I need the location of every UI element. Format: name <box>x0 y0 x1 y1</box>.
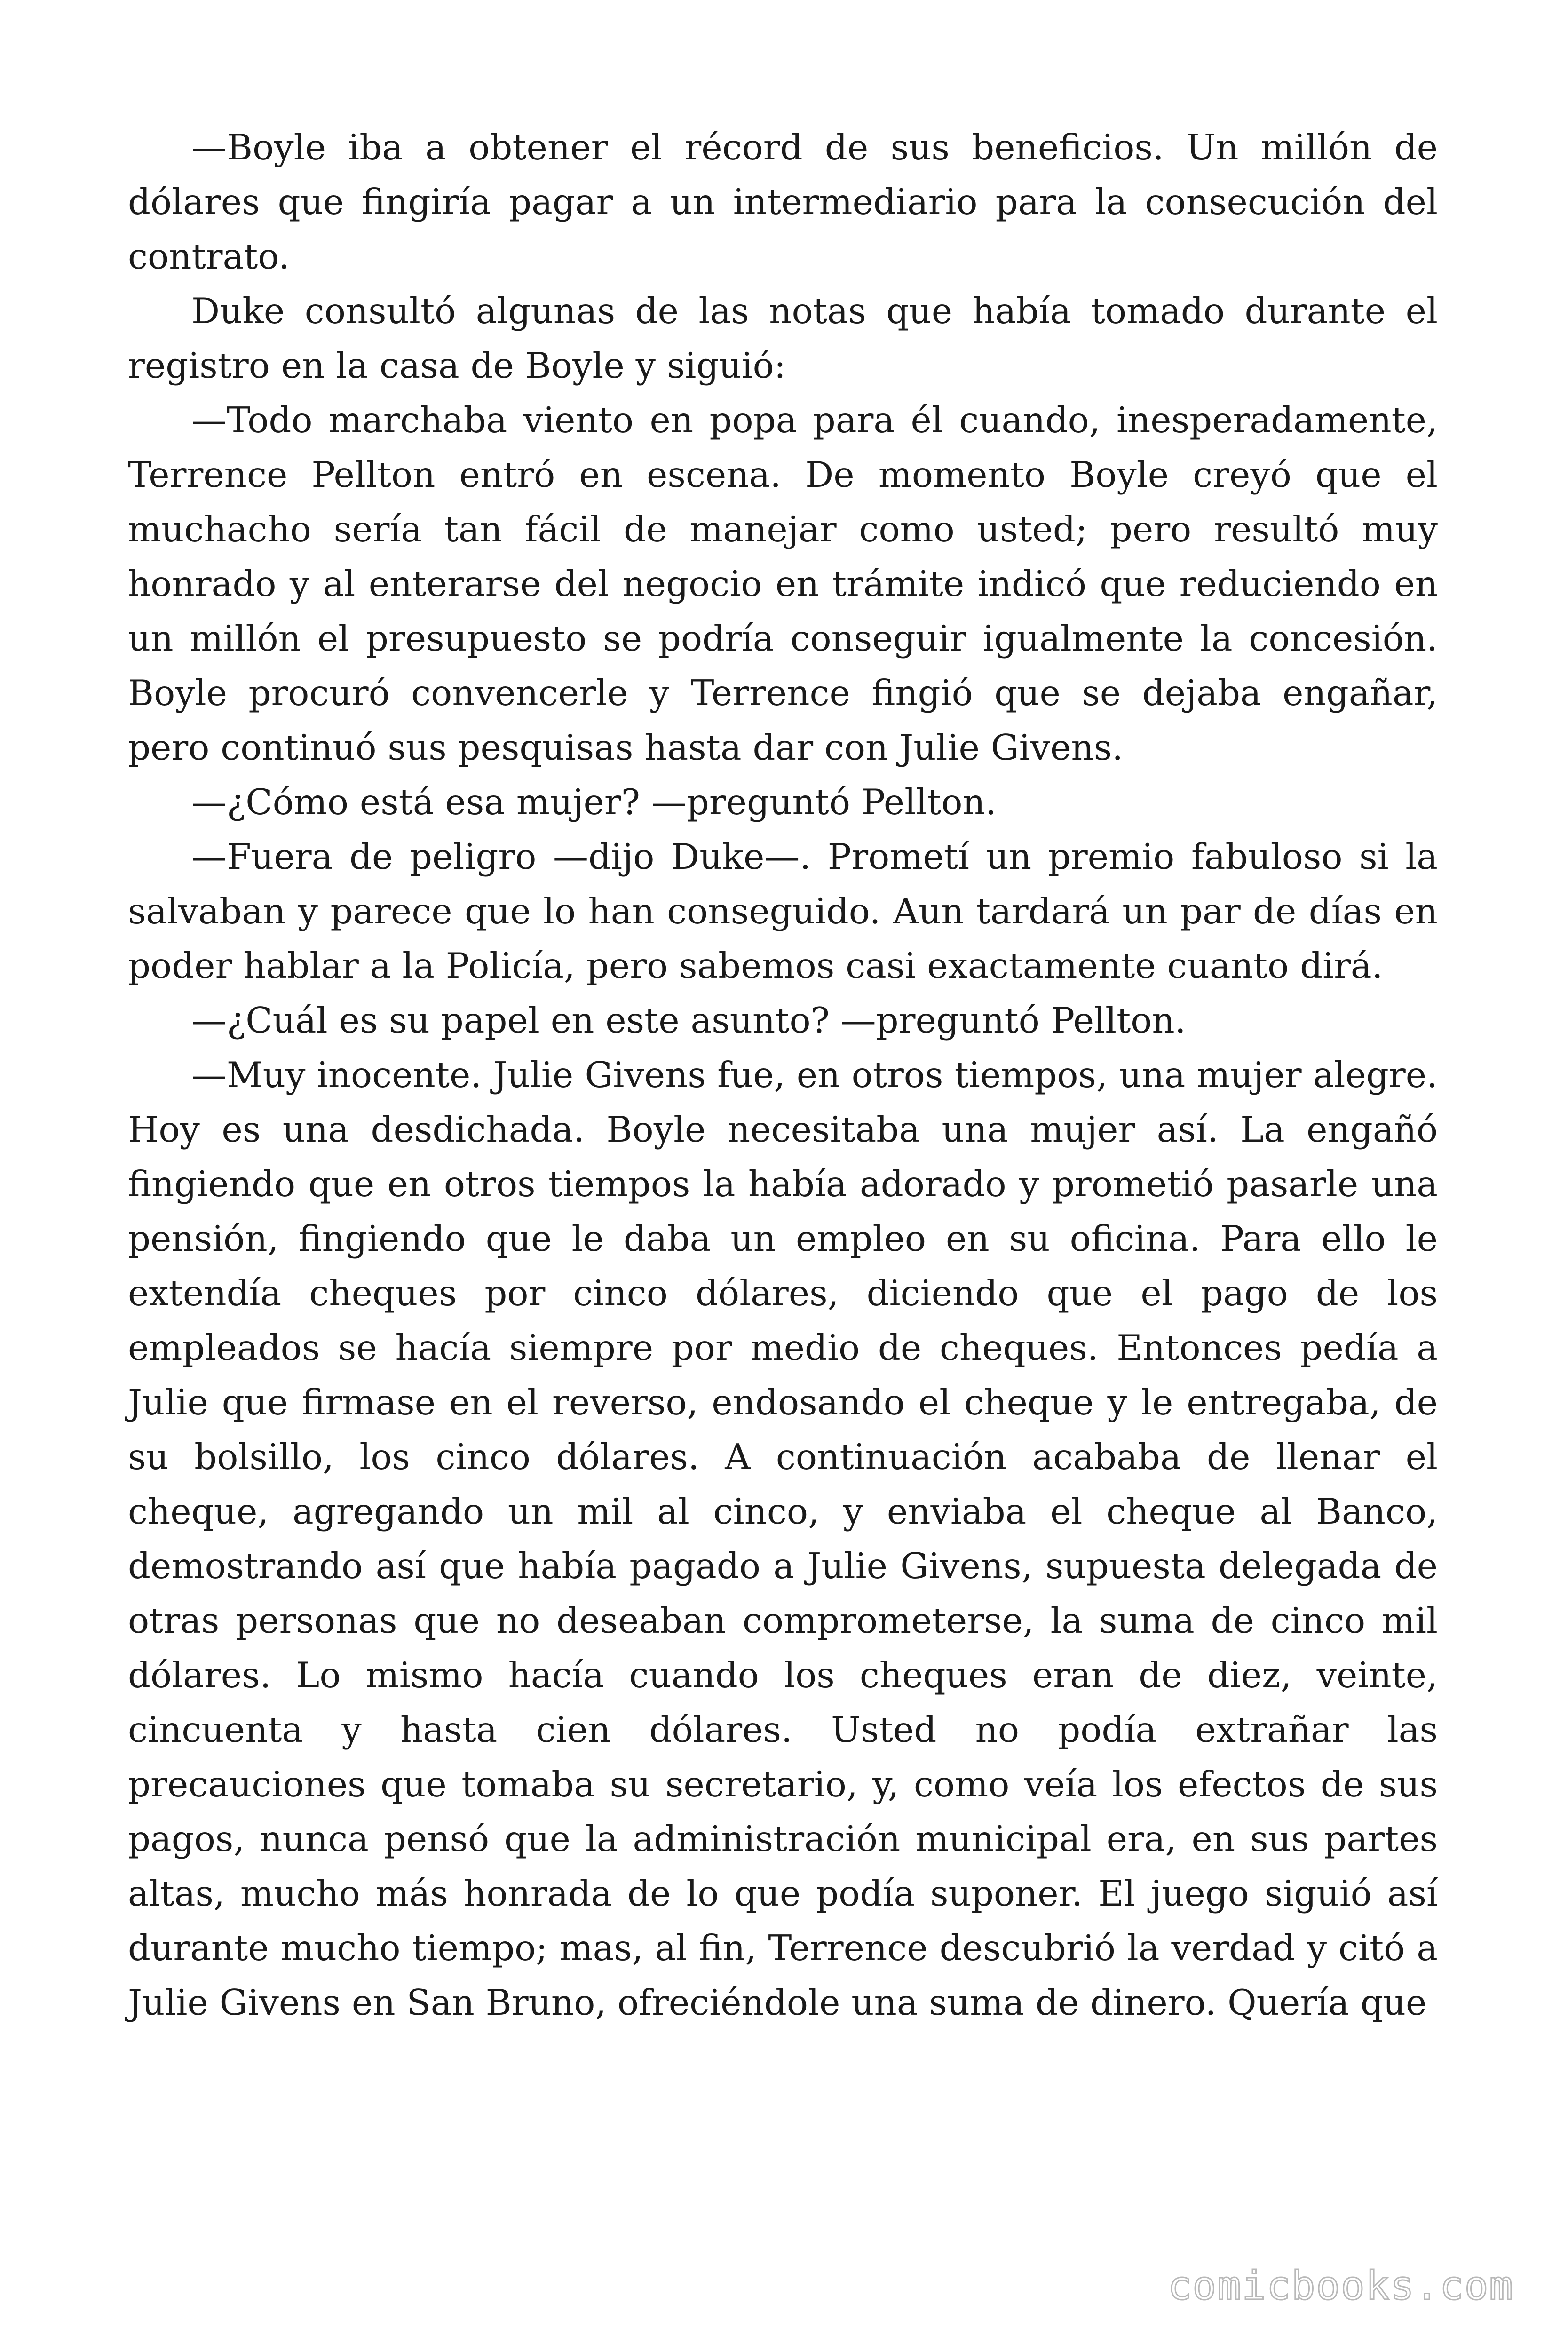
body-text <box>128 120 1438 2030</box>
paragraph-5: —Fuera de peligro —dijo Duke—. Prometí un premio fabuloso si la salvaban y parece que lo han conseguido. Aun tardará un par de días en poder hablar a la Policía, pero sabemos casi exactamente cuanto dirá. <box>128 836 1438 986</box>
watermark-text: comicbooks.com <box>1167 2263 1514 2309</box>
paragraph-3: —Todo marchaba viento en popa para él cuando, inesperadamente, Terrence Pellton entró en escena. De momento Boyle creyó que el muchacho sería tan fácil de manejar como usted; pero resultó muy honrado y al enterarse del negocio en trámite indicó que reduciendo en un millón el presupuesto se podría conseguir igualmente la concesión. Boyle procuró convencerle y Terrence fingió que se dejaba engañar, pero continuó sus pesquisas hasta dar con Julie Givens. <box>128 399 1438 768</box>
paragraph-1: —Boyle iba a obtener el récord de sus beneficios. Un millón de dólares que fingiría pagar a un intermediario para la consecución del contrato. <box>128 127 1438 277</box>
paragraph-7: —Muy inocente. Julie Givens fue, en otros tiempos, una mujer alegre. Hoy es una desdichada. Boyle necesitaba una mujer así. La engañó fingiendo que en otros tiempos la había adorado y prometió pasarle una pensión, fingiendo que le daba un empleo en su oficina. Para ello le extendía cheques por cinco dólares, diciendo que el pago de los empleados se hacía siempre por medio de cheques. Entonces pedía a Julie que firmase en el reverso, endosando el cheque y le entregaba, de su bolsillo, los cinco dólares. A continuación acababa de llenar el cheque, agregando un mil al cinco, y enviaba el cheque al Banco, demostrando así que había pagado a Julie Givens, supuesta delegada de otras personas que no deseaban comprometerse, la suma de cinco mil dólares. Lo mismo hacía cuando los cheques eran de diez, veinte, cincuenta y hasta cien dólares. Usted no podía extrañar las precauciones que tomaba su secretario, y, como veía los efectos de sus pagos, nunca pensó que la administración municipal era, en sus partes altas, mucho más honrada de lo que podía suponer. El juego siguió así durante mucho tiempo; mas, al fin, Terrence descubrió la verdad y citó a Julie Givens en San Bruno, ofreciéndole una suma de dinero. Quería que <box>128 1054 1438 2023</box>
paragraph-2: Duke consultó algunas de las notas que había tomado durante el registro en la casa de Boyle y siguió: <box>128 290 1438 386</box>
paragraph-4: —¿Cómo está esa mujer? —preguntó Pellton. <box>191 781 997 823</box>
paragraph-6: —¿Cuál es su papel en este asunto? —preguntó Pellton. <box>191 1000 1186 1041</box>
